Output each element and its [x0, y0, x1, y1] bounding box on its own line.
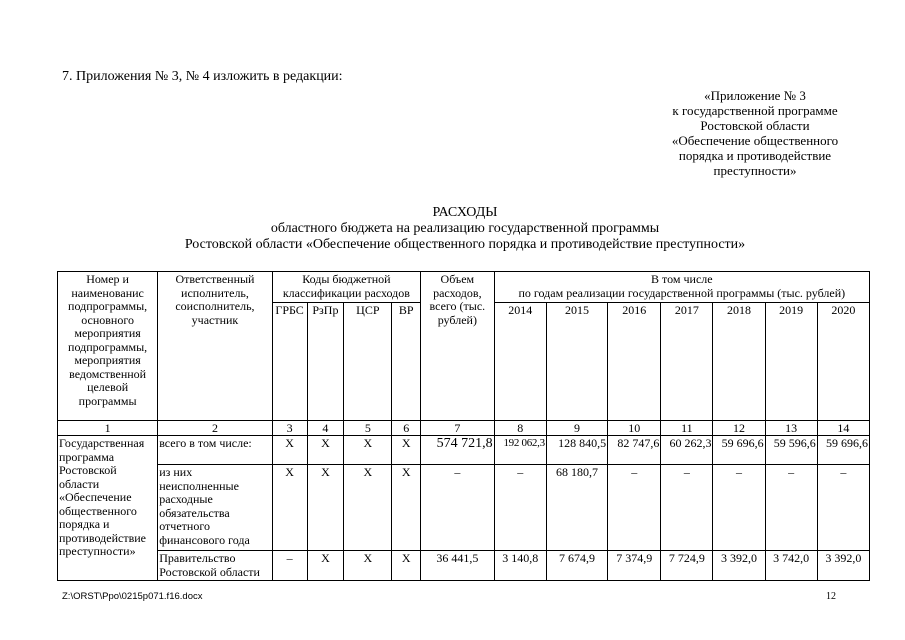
- file-path: Z:\ORST\Ppo\0215p071.f16.docx: [62, 591, 203, 602]
- header-total: Объем расходов, всего (тыс. рублей): [421, 272, 495, 421]
- header-year: 2019: [765, 303, 817, 421]
- year-value-cell: 7 374,9: [608, 551, 661, 581]
- column-number: 9: [546, 421, 607, 436]
- column-number: 3: [272, 421, 307, 436]
- header-including: [494, 272, 869, 303]
- appendix-line: порядка и противодействие: [678, 148, 832, 163]
- column-number: 7: [421, 421, 495, 436]
- table-row: [58, 465, 870, 551]
- total-cell: 36 441,5: [421, 551, 495, 581]
- table-row: [58, 436, 870, 465]
- appendix-line: к государственной программе: [672, 103, 838, 118]
- header-year: 2018: [713, 303, 765, 421]
- vr-cell: X: [392, 436, 421, 465]
- appendix-line: преступности»: [713, 163, 797, 178]
- appendix-line: «Приложение № 3: [704, 88, 806, 103]
- column-number: 13: [765, 421, 817, 436]
- header-year: 2014: [494, 303, 546, 421]
- year-value-cell: –: [661, 465, 713, 551]
- budget-table: [57, 271, 870, 581]
- total-cell: –: [421, 465, 495, 551]
- header-year: 2020: [817, 303, 869, 421]
- header-budget-codes: Коды бюджетной классификации расходов: [272, 272, 420, 303]
- year-value-cell: 60 262,3: [661, 436, 713, 465]
- column-number: 12: [713, 421, 765, 436]
- column-number: 4: [307, 421, 344, 436]
- year-value-cell: 7 674,9: [546, 551, 607, 581]
- rzpr-cell: X: [307, 465, 344, 551]
- year-value-cell: 3 392,0: [817, 551, 869, 581]
- program-name-cell: Государственная программа Ростовской области «Обеспечение общественного порядка и противодействие преступности»: [58, 436, 158, 581]
- header-year: 2016: [608, 303, 661, 421]
- column-number: 1: [58, 421, 158, 436]
- grbs-cell: –: [272, 551, 307, 581]
- year-value-cell: –: [713, 465, 765, 551]
- heading-title: РАСХОДЫ: [432, 205, 498, 220]
- column-number: 14: [817, 421, 869, 436]
- header-executor: Ответственный исполнитель, соисполнитель, участник: [158, 272, 273, 421]
- year-value-cell: 59 596,6: [765, 436, 817, 465]
- header-including-title: В том числе: [651, 272, 713, 286]
- heading-subtitle: областного бюджета на реализацию государственной программы: [270, 221, 660, 236]
- year-value-cell: –: [765, 465, 817, 551]
- vr-cell: X: [392, 551, 421, 581]
- csr-cell: X: [344, 465, 392, 551]
- appendix-line: «Обеспечение общественного: [671, 133, 839, 148]
- year-value-cell: 3 140,8: [494, 551, 546, 581]
- column-number: 6: [392, 421, 421, 436]
- rzpr-cell: X: [307, 551, 344, 581]
- header-including-subtitle: по годам реализации государственной программы (тыс. рублей): [518, 285, 846, 300]
- year-value-cell: 7 724,9: [661, 551, 713, 581]
- year-value-cell: –: [608, 465, 661, 551]
- column-number: 5: [344, 421, 392, 436]
- year-value-cell: 59 696,6: [817, 436, 869, 465]
- year-value-cell: 68 180,7: [546, 465, 607, 551]
- column-number: 11: [661, 421, 713, 436]
- csr-cell: X: [344, 436, 392, 465]
- executor-cell: всего в том числе:: [158, 436, 273, 465]
- year-value-cell: –: [494, 465, 546, 551]
- grbs-cell: X: [272, 436, 307, 465]
- header-grbs: ГРБС: [272, 303, 307, 421]
- year-value-cell: 3 392,0: [713, 551, 765, 581]
- year-value-cell: 82 747,6: [608, 436, 661, 465]
- header-program-name: Номер и наименованис подпрограммы, основного мероприятия подпрограммы, мероприятия ведомственной целевой программы: [58, 272, 158, 421]
- header-vr: ВР: [392, 303, 421, 421]
- year-value-cell: 3 742,0: [765, 551, 817, 581]
- column-number: 8: [494, 421, 546, 436]
- page-number: 12: [826, 591, 836, 602]
- appendix-block: [600, 88, 905, 178]
- year-value-cell: 128 840,5: [546, 436, 607, 465]
- year-value-cell: 192 062,3: [494, 436, 546, 465]
- year-value-cell: 59 696,6: [713, 436, 765, 465]
- vr-cell: X: [392, 465, 421, 551]
- csr-cell: X: [344, 551, 392, 581]
- intro-text: 7. Приложения № 3, № 4 изложить в редакции:: [62, 69, 343, 84]
- total-cell: 574 721,8: [421, 436, 495, 465]
- rzpr-cell: X: [307, 436, 344, 465]
- year-value-cell: –: [817, 465, 869, 551]
- header-csr: ЦСР: [344, 303, 392, 421]
- document-heading: [100, 205, 830, 253]
- header-year: 2015: [546, 303, 607, 421]
- grbs-cell: X: [272, 465, 307, 551]
- executor-cell: Правительство Ростовской области: [158, 551, 273, 581]
- table-row: [58, 551, 870, 581]
- column-number: 10: [608, 421, 661, 436]
- appendix-line: Ростовской области: [700, 118, 810, 133]
- heading-subtitle-2: Ростовской области «Обеспечение общественного порядка и противодействие преступности»: [184, 237, 746, 252]
- executor-cell: из них неисполненные расходные обязательства отчетного финансового года: [158, 465, 273, 551]
- column-number: 2: [158, 421, 273, 436]
- header-rzpr: РзПр: [307, 303, 344, 421]
- header-year: 2017: [661, 303, 713, 421]
